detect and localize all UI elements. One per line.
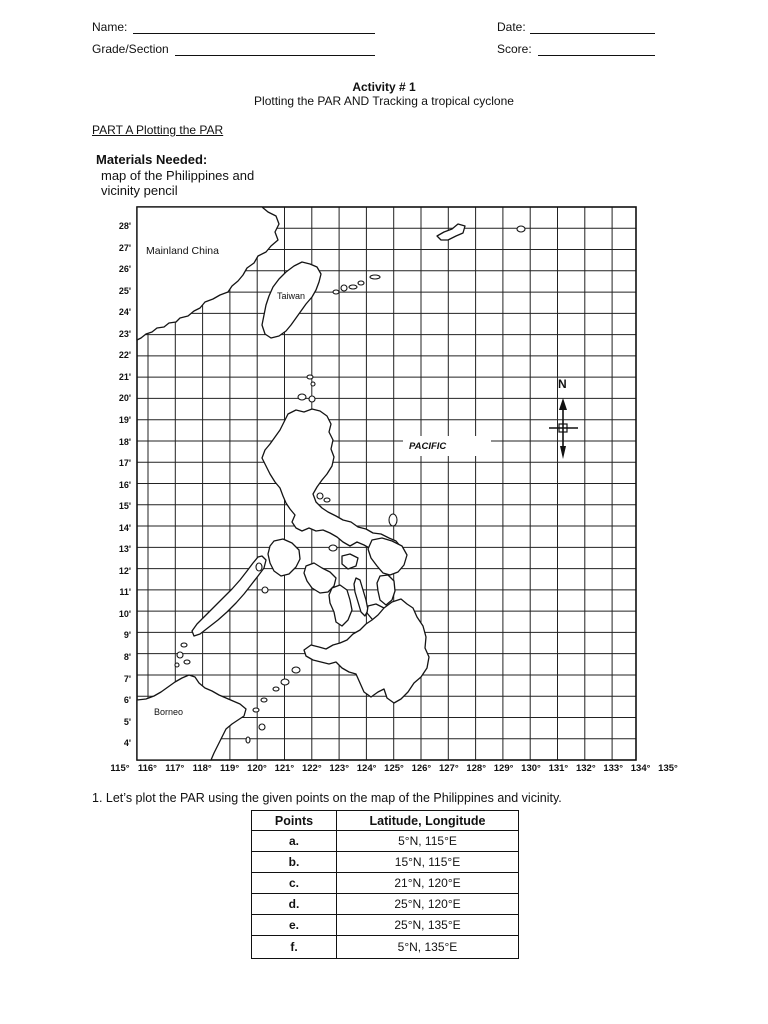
marinduque-island — [329, 545, 337, 551]
south-arrowhead-icon — [560, 446, 566, 459]
latitude-label: 5' — [123, 716, 131, 727]
ryukyu-island — [437, 224, 465, 240]
longitude-label: 133° — [603, 763, 624, 774]
islet — [184, 660, 190, 664]
coordinates-cell: 25°N, 135°E — [337, 915, 519, 936]
longitude-label: 120° — [247, 763, 267, 774]
date-label: Date: — [497, 20, 526, 34]
lat-long-header: Latitude, Longitude — [337, 811, 519, 831]
longitude-label: 121° — [274, 763, 295, 774]
activity-title: Activity # 1 — [352, 80, 416, 94]
name-blank-line[interactable] — [133, 33, 375, 34]
point-cell: f. — [252, 936, 337, 959]
table-row — [252, 873, 519, 894]
points-header: Points — [252, 811, 337, 831]
latitude-label: 14' — [118, 522, 131, 533]
north-arrow-compass — [549, 398, 578, 459]
philippines-map[interactable] — [0, 200, 768, 775]
islet — [259, 724, 265, 730]
longitude-label: 119° — [220, 763, 240, 774]
table-row — [252, 852, 519, 873]
calamian-islet — [262, 587, 268, 593]
point-cell: d. — [252, 894, 337, 915]
latitude-label: 24' — [118, 307, 131, 318]
islet — [181, 643, 187, 647]
name-label: Name: — [92, 20, 128, 34]
islet — [281, 679, 289, 685]
coordinates-cell: 21°N, 120°E — [337, 873, 519, 894]
islet — [341, 285, 347, 291]
point-cell: b. — [252, 852, 337, 873]
longitude-label: 124° — [356, 763, 377, 774]
islet — [246, 737, 250, 743]
latitude-label: 12' — [118, 565, 131, 576]
catanduanes-island — [389, 514, 397, 526]
coordinates-cell: 15°N, 115°E — [337, 852, 519, 873]
islet — [517, 226, 525, 232]
latitude-label: 7' — [123, 673, 131, 684]
latitude-label: 11' — [119, 587, 131, 598]
materials-line: vicinity pencil — [101, 183, 178, 198]
north-arrowhead-icon — [559, 398, 567, 410]
longitude-label: 131° — [548, 763, 569, 774]
grade-section-blank-line[interactable] — [175, 55, 375, 56]
latitude-label: 25' — [118, 285, 131, 296]
longitude-label: 118° — [192, 763, 212, 774]
islet — [177, 652, 183, 658]
longitude-label: 134° — [630, 763, 651, 774]
mindoro-island — [268, 539, 300, 576]
longitude-label: 132° — [575, 763, 596, 774]
question-text: 1. Let’s plot the PAR using the given points on the map of the Philippines and vicinity. — [92, 791, 562, 805]
latitude-label: 16' — [118, 479, 131, 490]
polillo-islet — [324, 498, 330, 502]
islet — [333, 290, 339, 294]
point-cell: e. — [252, 915, 337, 936]
latitude-label: 10' — [118, 608, 131, 619]
samar-island — [368, 538, 407, 575]
activity-subtitle: Plotting the PAR AND Tracking a tropical cyclone — [254, 94, 514, 108]
latitude-label: 4' — [123, 738, 131, 749]
table-header-row — [252, 811, 519, 831]
date-blank-line[interactable] — [530, 33, 655, 34]
latitude-label: 27' — [118, 242, 131, 253]
part-a-heading: PART A Plotting the PAR — [92, 123, 224, 137]
latitude-label: 22' — [118, 350, 131, 361]
longitude-label: 135° — [658, 763, 678, 774]
coordinates-cell: 25°N, 120°E — [337, 894, 519, 915]
islet — [309, 396, 315, 402]
table-row — [252, 831, 519, 852]
coordinates-cell: 5°N, 135°E — [337, 936, 519, 959]
islet — [298, 394, 306, 400]
latitude-label: 15' — [118, 501, 131, 512]
longitude-label: 128° — [466, 763, 487, 774]
islet — [307, 375, 313, 379]
latitude-label: 9' — [123, 630, 131, 641]
latitude-label: 18' — [118, 436, 131, 447]
latitude-label: 13' — [118, 544, 131, 555]
materials-line: map of the Philippines and — [101, 168, 255, 183]
longitude-label: 122° — [301, 763, 322, 774]
islet — [311, 382, 315, 386]
longitude-label: 125° — [384, 763, 404, 774]
par-points-table — [251, 810, 519, 959]
polillo-islet — [317, 493, 323, 499]
islet — [292, 667, 300, 673]
longitude-label: 116° — [137, 763, 157, 774]
longitude-label: 126° — [411, 763, 432, 774]
latitude-label: 6' — [123, 695, 131, 706]
longitude-label: 130° — [521, 763, 541, 774]
latitude-label: 23' — [118, 328, 131, 339]
longitude-label: 123° — [329, 763, 350, 774]
mainland-china-label: Mainland China — [146, 245, 219, 257]
negros-island — [329, 585, 352, 626]
islet — [261, 698, 267, 702]
point-cell: a. — [252, 831, 337, 852]
islet — [370, 275, 380, 279]
point-cell: c. — [252, 873, 337, 894]
table-row — [252, 936, 519, 959]
islets-north-of-borneo — [175, 643, 190, 667]
borneo-label: Borneo — [154, 707, 184, 717]
masbate-island — [342, 554, 358, 569]
islet — [175, 663, 179, 667]
luzon-island — [262, 409, 401, 553]
latitude-label: 21' — [118, 371, 131, 382]
materials-heading: Materials Needed: — [96, 152, 208, 167]
islet — [273, 687, 279, 691]
latitude-label: 8' — [123, 652, 131, 662]
compass-north-label: N — [558, 377, 567, 391]
islet — [349, 285, 357, 289]
longitude-label: 115° — [110, 763, 130, 774]
leyte-island — [377, 575, 395, 605]
latitude-label: 19' — [118, 414, 131, 425]
islet — [358, 281, 364, 285]
latitude-label: 26' — [118, 264, 131, 275]
score-blank-line[interactable] — [538, 55, 655, 56]
table-row — [252, 894, 519, 915]
taiwan-label: Taiwan — [277, 291, 306, 301]
score-label: Score: — [497, 42, 532, 56]
longitude-label: 129° — [493, 763, 514, 774]
islands-east-of-taiwan — [333, 275, 380, 294]
latitude-label: 28' — [118, 221, 131, 231]
pacific-ocean-label: PACIFIC — [409, 441, 447, 452]
sulu-archipelago — [246, 667, 300, 743]
latitude-label: 17' — [118, 458, 131, 469]
islet — [253, 708, 259, 712]
longitude-label: 127° — [438, 763, 459, 774]
coordinates-cell: 5°N, 115°E — [337, 831, 519, 852]
calamian-islet — [256, 563, 262, 571]
table-row — [252, 915, 519, 936]
grade-section-label: Grade/Section — [92, 42, 169, 56]
latitude-label: 20' — [118, 393, 131, 404]
longitude-label: 117° — [165, 763, 185, 774]
